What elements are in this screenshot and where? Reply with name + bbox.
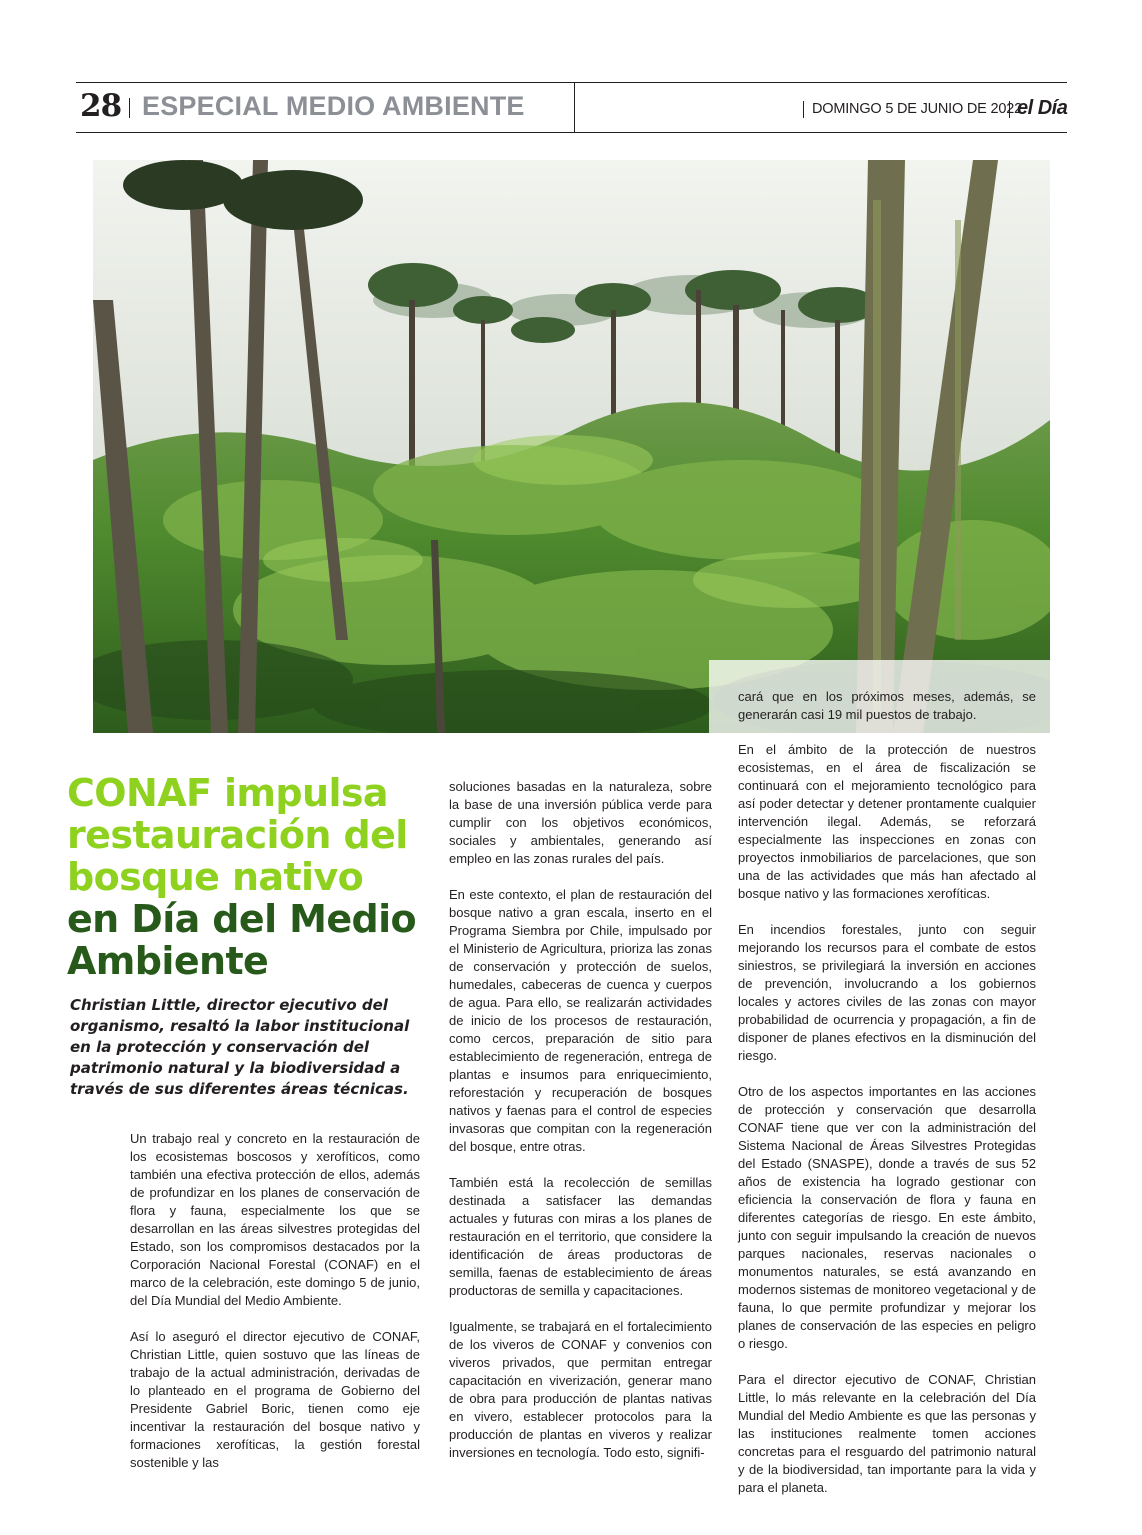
paragraph: Así lo aseguró el director ejecutivo de CONAF, Christian Little, quien sostuvo que las líneas de trabajo de la actual administración, derivadas de lo planteado en el programa de Gobierno del Presidente Gabriel Boric, tienen como eje incentivar la restauración del bosque nativo y formaciones xerofíticas, la gestión forestal sostenible y las [130, 1329, 420, 1470]
issue-date: DOMINGO 5 DE JUNIO DE 2022 [812, 101, 1022, 117]
header-separator [1009, 101, 1010, 118]
headline-green: CONAF impulsa restauración del bosque nativo [67, 771, 408, 899]
paragraph: También está la recolección de semillas destinada a satisfacer las demandas actuales y futuras con miras a los planes de restauración en el territorio, que considere la identificación de áreas productoras de semilla, faenas de establecimiento de áreas productoras de semilla y capacitaciones. [449, 1175, 712, 1298]
column-2 [449, 778, 712, 1480]
headline [67, 772, 437, 982]
paragraph: Un trabajo real y concreto en la restauración de los ecosistemas boscosos y xerofíticos, como también una efectiva protección de ellos, además de profundizar en los planes de conservación de flora y fauna, especialmente los que se desarrollan en las áreas silvestres protegidas del Estado, son los compromisos destacados por la Corporación Nacional Forestal (CONAF) en el marco de la celebración, este domingo 5 de junio, del Día Mundial del Medio Ambiente. [130, 1131, 420, 1308]
header-bottom-rule [76, 132, 1067, 133]
header-divider [574, 83, 575, 132]
headline-dark: en Día del Medio Ambiente [67, 897, 417, 983]
header-separator [129, 98, 130, 118]
header-separator [803, 101, 804, 118]
column-3 [738, 741, 1036, 1515]
paragraph: Otro de los aspectos importantes en las acciones de protección y conservación que desarrolla CONAF tiene que ver con la administración del Sistema Nacional de Áreas Silvestres Protegidas del Estado (SNASPE), donde a través de sus 52 años de existencia ha logrado gestionar con eficiencia la conservación de flora y fauna en diferentes categorías de riesgo. En este ámbito, junto con seguir impulsando la creación de nuevos parques nacionales, reservas nacionales o monumentos naturales, se está avanzando en modernos sistemas de monitoreo vegetacional y de fauna, lo que permite profundizar y mejorar los planes de conservación de las especies en peligro o riesgo. [738, 1084, 1036, 1351]
paragraph: En este contexto, el plan de restauración del bosque nativo a gran escala, inserto en el Programa Siembra por Chile, impulsado por el Ministerio de Agricultura, prioriza las zonas de conservación y protección de suelos, humedales, cabeceras de cuenca y cuerpos de agua. Para ello, se realizarán actividades de inicio de los procesos de restauración, como cercos, preparación de sitio para establecimiento de regeneración, entrega de plantas e insumos para enriquecimiento, reforestación y recuperación de bosques nativos y faenas para el control de especies invasoras que compitan con la regeneración del bosque, entre otras. [449, 887, 712, 1154]
paragraph: En el ámbito de la protección de nuestros ecosistemas, en el área de fiscalización se continuará con el mejoramiento tecnológico para así poder detectar y detener prontamente cualquier intervención ilegal. Además, se reforzará especialmente las inspecciones en zonas con proyectos inmobiliarios de parcelaciones, que son una de las actividades que más han afectado al bosque nativo y las formaciones xerofíticas. [738, 742, 1036, 901]
newspaper-logo: el Día [1017, 97, 1068, 119]
section-title: ESPECIAL MEDIO AMBIENTE [142, 91, 525, 121]
forest-photo [93, 160, 1050, 733]
header-top-rule [76, 82, 1067, 83]
paragraph: Igualmente, se trabajará en el fortalecimiento de los viveros de CONAF y convenios con viveros privados, que permitan entregar capacitación en viverización, generar mano de obra para producción de plantas nativas en vivero, establecer protocolos para la producción de plantas en viveros y realizar inversiones en tecnología. Todo esto, signifi- [449, 1319, 712, 1460]
paragraph: Para el director ejecutivo de CONAF, Christian Little, lo más relevante en la celebración del Día Mundial del Medio Ambiente es que las personas y las instituciones realmente tomen acciones concretas para el resguardo del patrimonio natural y de la biodiversidad, tan importante para la vida y para el planeta. [738, 1372, 1036, 1495]
paragraph: soluciones basadas en la naturaleza, sobre la base de una inversión pública verde para cumplir con los objetivos económicos, sociales y ambientales, generando así empleo en las zonas rurales del país. [449, 779, 712, 866]
page-number: 28 [80, 88, 122, 124]
paragraph: En incendios forestales, junto con seguir mejorando los recursos para el combate de estos siniestros, se privilegiará la inversión en acciones de prevención, involucrando a los gobiernos locales y actores civiles de las zonas con mayor probabilidad de ocurrencia y propagación, a fin de disponer de planes efectivos en la disminución del riesgo. [738, 922, 1036, 1063]
lede: Christian Little, director ejecutivo del organismo, resaltó la labor institucional en la protección y conservación del patrimonio natural y la biodiversidad a través de sus diferentes áreas técnicas. [70, 996, 410, 1098]
paragraph-continuation: cará que en los próximos meses, además, se generarán casi 19 mil puestos de trabajo. [738, 689, 1036, 722]
column-1 [130, 1130, 420, 1490]
